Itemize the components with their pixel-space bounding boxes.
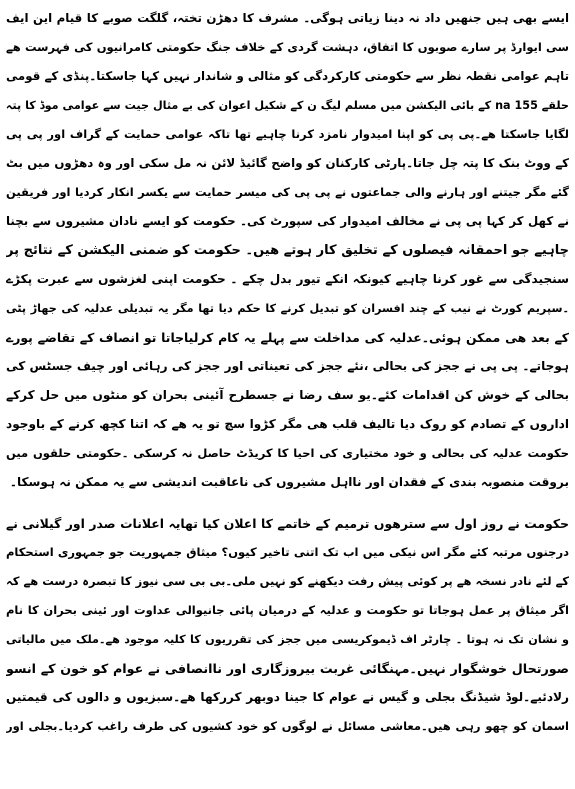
text-line: کے لئے نادر نسخہ ھے پر کوئی پیش رفت دیکھنے کو نہیں ملی۔بی بی سی نیوز کا تبصرہ درست ھے کہ xyxy=(6,574,569,588)
text-line: اگر میثاق پر عمل ہوجاتا تو حکومت و عدلیہ کے درمیان پائی جانیوالی عداوت اور ئینی بحران کا نام xyxy=(6,603,569,617)
text-line: چاہیے جو احمقانہ فیصلوں کے تخلیق کار ہوتے ھیں۔ حکومت کو ضمنی الیکشن کے نتائج پر xyxy=(6,243,569,258)
text-line: اسمان کو چھو رہی ھیں۔معاشی مسائل نے لوگوں کو خود کشیوں کی طرف راغب کردیا۔بجلی اور xyxy=(6,719,569,733)
text-line: ایسے بھی ہیں جنھیں داد نہ دینا زیاتی ہوگی۔ مشرف کا دھڑن تختہ، گلگت صوبے کا قیام این ایف xyxy=(6,11,569,25)
text-line: گئے مگر جیتنے اور ہارنے والی جماعتوں نے پی پی کی میسر حمایت سے یکسر انکار کردیا اور فریقین xyxy=(6,185,569,199)
text-line: حلقے na 155 کے بائی الیکشن میں مسلم لیگ ن کے شکیل اعوان کی بے مثال جیت سے عوامی موڈ کا پتہ xyxy=(6,99,569,112)
text-line: اداروں کے تصادم کو روک دیا تالیف قلب ھی مگر کڑوا سچ تو یہ ھے کہ اتنا کچھ کرنے کے باوجود xyxy=(6,417,569,431)
text-line: و نشان تک نہ ہوتا ۔ چارٹر اف ڈیموکریسی میں ججز کی تقرریوں کا کلیہ موجود ھے۔ملک میں مالیاتی xyxy=(6,633,569,646)
text-line: نے کھل کر کہا پی پی نے مخالف امیدوار کی سپورٹ کی۔ حکومت کو ایسے نادان مشیروں سے بچنا xyxy=(6,214,569,228)
text-line: بروقت منصوبہ بندی کے فقدان اور نااہل مشیروں کی ناعاقبت اندیشی سے یہ ممکن نہ ہوسکا۔ xyxy=(9,475,569,489)
paragraph-1 xyxy=(6,4,569,497)
text-line: درجنوں مرتبہ کئے مگر اس نیکی میں اب تک اتنی تاخیر کیوں؟ میثاق جمہوریت جو جمہوری استحکام xyxy=(6,545,569,559)
text-line: کے ووٹ بنک کا پتہ چل جاتا۔پارٹی کارکنان کو واضح گائیڈ لائن نہ مل سکی اور وہ دھڑوں میں بٹ xyxy=(6,156,569,170)
text-line: کے بعد ھی ممکن ہوئی۔عدلیہ کی مداخلت سے پہلے یہ کام کرلیاجاتا تو انصاف کے تقاضے پورے xyxy=(6,330,569,345)
text-line: رلادئیے۔لوڈ شیڈنگ بجلی و گیس نے عوام کا جینا دوبھر کررکھا ھے۔سبزیوں و دالوں کی قیمتیں xyxy=(6,690,569,704)
text-line: بحالی کے خوش کن اقدامات کئے۔یو سف رضا نے جسطرح آئینی بحران کو منٹوں میں حل کرکے xyxy=(6,388,569,402)
text-line: لگایا جاسکتا ھے۔پی پی کو اپنا امیدوار نامزد کرنا چاہیے تھا تاکہ عوامی حمایت کے گراف اور پی پی xyxy=(6,127,569,141)
text-line: حکومت عدلیہ کی بحالی و خود مختیاری کی احیا کا کریڈٹ حاصل نہ کرسکی ۔حکومتی حلقوں میں xyxy=(6,446,569,460)
text-line: ۔سپریم کورٹ نے نیب کے چند افسران کو تبدیل کرنے کا حکم دیا تھا مگر یہ تبدیلی عدلیہ کی جھاڑ پٹی xyxy=(6,302,569,315)
text-line: صورتحال خوشگوار نہیں۔مہنگائی غربت بیروزگاری اور ناانصافی نے عوام کو خون کے انسو xyxy=(6,661,569,676)
text-line: حکومت نے روز اول سے سترھوں ترمیم کے خاتمے کا اعلان کیا تھایہ اعلانات صدر اور گیلانی نے xyxy=(6,516,569,531)
text-line: ہوجاتے۔ پی پی نے ججز کی بحالی ،نئے ججز کی تعیناتی اور ججز کی رہائی اور چیف جسٹس کی xyxy=(6,359,569,373)
text-line: تاہم عوامی نقطہ نظر سے حکومتی کارکردگی کو مثالی و شاندار نہیں کہا جاسکتا۔پنڈی کے قومی xyxy=(6,69,569,83)
paragraph-2 xyxy=(6,509,569,741)
text-line: سی ایوارڈ پر سارے صوبوں کا اتفاق، دہشت گردی کے خلاف جنگ حکومتی کامرانیوں کی فہرست ھے xyxy=(6,40,569,54)
text-line: سنجیدگی سے غور کرنا چاہیے کیونکہ انکے تیور بدل چکے ۔ حکومت اپنی لغزشوں سے عبرت پکڑے xyxy=(6,272,569,286)
